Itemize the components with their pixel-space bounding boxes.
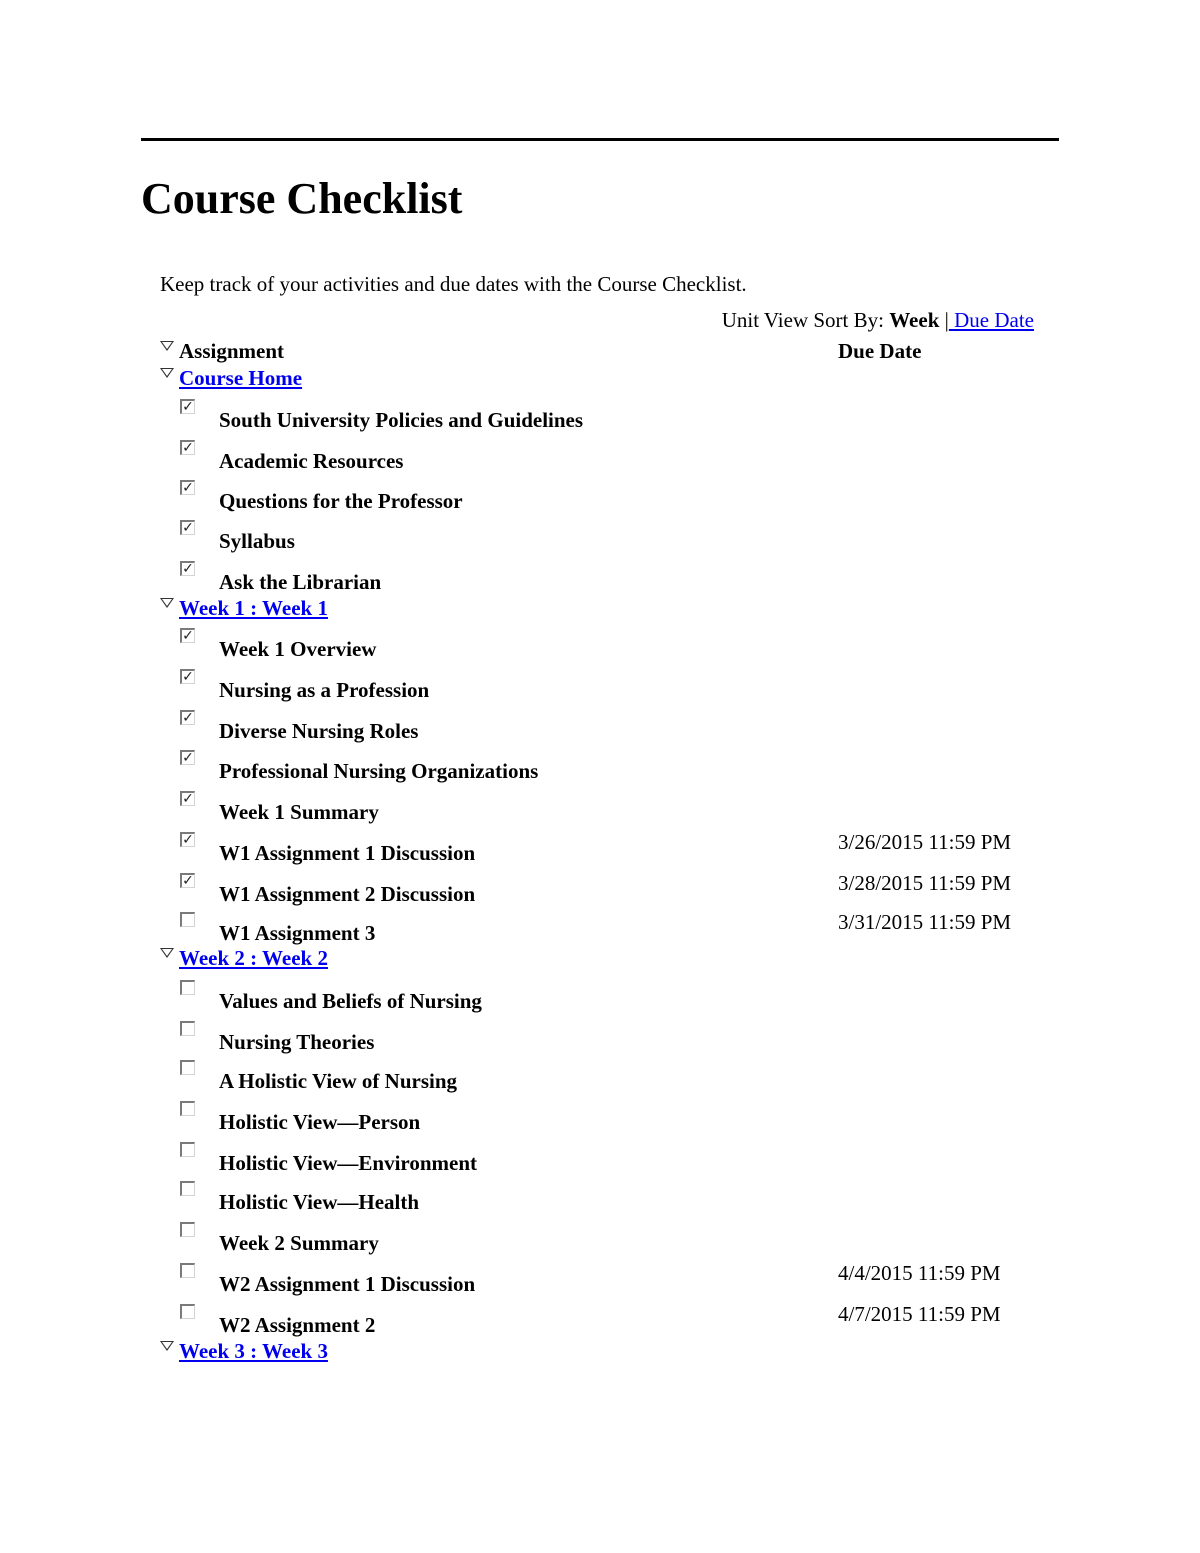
checklist-item xyxy=(0,399,1200,439)
item-checkbox-checked[interactable]: ✓ xyxy=(180,440,195,455)
checklist-item xyxy=(0,832,1200,872)
checklist-item xyxy=(0,480,1200,520)
item-label: W2 Assignment 2 xyxy=(219,1313,376,1337)
checklist-header xyxy=(160,337,1040,365)
checklist-item xyxy=(0,980,1200,1020)
section-link[interactable]: Week 2 : Week 2 xyxy=(179,946,328,970)
item-checkbox[interactable] xyxy=(180,1181,195,1196)
checklist-item xyxy=(0,1142,1200,1182)
checklist-item xyxy=(0,1263,1200,1303)
collapse-triangle-icon[interactable] xyxy=(160,1341,174,1351)
section-header[interactable] xyxy=(160,944,328,972)
checklist-item xyxy=(0,750,1200,790)
sort-due-date-link[interactable]: Due Date xyxy=(948,308,1034,332)
item-checkbox-checked[interactable]: ✓ xyxy=(180,873,195,888)
checklist-item xyxy=(0,520,1200,560)
checklist-item xyxy=(0,628,1200,668)
item-label: Diverse Nursing Roles xyxy=(219,719,419,743)
collapse-triangle-icon[interactable] xyxy=(160,948,174,958)
item-label: Week 1 Overview xyxy=(219,637,377,661)
item-label: Week 2 Summary xyxy=(219,1231,379,1255)
collapse-triangle-icon[interactable] xyxy=(160,598,174,608)
item-checkbox-checked[interactable]: ✓ xyxy=(180,480,195,495)
item-label: Holistic View—Person xyxy=(219,1110,421,1134)
sort-bar xyxy=(722,306,1034,334)
section-header[interactable] xyxy=(160,594,328,622)
item-label: Questions for the Professor xyxy=(219,489,463,513)
section-link[interactable]: Week 1 : Week 1 xyxy=(179,596,328,620)
item-due-date: 3/31/2015 11:59 PM xyxy=(838,910,1012,934)
item-checkbox-checked[interactable]: ✓ xyxy=(180,791,195,806)
top-rule xyxy=(141,138,1059,141)
sort-separator: | xyxy=(944,308,949,332)
item-label: Holistic View—Environment xyxy=(219,1151,478,1175)
checklist-item xyxy=(0,440,1200,480)
item-label: W2 Assignment 1 Discussion xyxy=(219,1272,476,1296)
due-date-column-header: Due Date xyxy=(838,339,922,363)
checklist-item xyxy=(0,1222,1200,1262)
item-label: W1 Assignment 2 Discussion xyxy=(219,882,476,906)
checklist-item xyxy=(0,873,1200,913)
section-header[interactable] xyxy=(160,364,302,392)
checklist-item xyxy=(0,710,1200,750)
item-checkbox-checked[interactable]: ✓ xyxy=(180,832,195,847)
item-checkbox-checked[interactable]: ✓ xyxy=(180,628,195,643)
item-label: Week 1 Summary xyxy=(219,800,379,824)
item-checkbox-checked[interactable]: ✓ xyxy=(180,669,195,684)
assignment-column-label: Assignment xyxy=(179,339,285,363)
item-label: W1 Assignment 1 Discussion xyxy=(219,841,476,865)
item-label: A Holistic View of Nursing xyxy=(219,1069,458,1093)
item-due-date: 4/7/2015 11:59 PM xyxy=(838,1302,1001,1326)
item-due-date: 3/26/2015 11:59 PM xyxy=(838,830,1012,854)
item-checkbox-checked[interactable]: ✓ xyxy=(180,520,195,535)
item-checkbox-checked[interactable]: ✓ xyxy=(180,710,195,725)
section-link[interactable]: Course Home xyxy=(179,366,303,390)
checklist-item xyxy=(0,1101,1200,1141)
item-label: Academic Resources xyxy=(219,449,404,473)
item-label: Nursing as a Profession xyxy=(219,678,430,702)
item-label: Syllabus xyxy=(219,529,295,553)
item-label: Holistic View—Health xyxy=(219,1190,420,1214)
section-header[interactable] xyxy=(160,1337,328,1365)
item-checkbox[interactable] xyxy=(180,1222,195,1237)
item-label: South University Policies and Guidelines xyxy=(219,408,584,432)
item-label: Values and Beliefs of Nursing xyxy=(219,989,482,1013)
item-checkbox-checked[interactable]: ✓ xyxy=(180,399,195,414)
checklist-item xyxy=(0,1060,1200,1100)
item-checkbox[interactable] xyxy=(180,1263,195,1278)
page-title: Course Checklist xyxy=(141,174,463,223)
collapse-all-icon[interactable] xyxy=(160,341,174,351)
assignment-column-header[interactable] xyxy=(160,337,284,365)
sort-prefix: Unit View Sort By: xyxy=(721,308,884,332)
item-checkbox[interactable] xyxy=(180,1304,195,1319)
item-checkbox-checked[interactable]: ✓ xyxy=(180,561,195,576)
item-checkbox[interactable] xyxy=(180,1060,195,1075)
item-due-date: 4/4/2015 11:59 PM xyxy=(838,1261,1001,1285)
checklist-item xyxy=(0,1021,1200,1061)
collapse-triangle-icon[interactable] xyxy=(160,368,174,378)
checklist-item xyxy=(0,1181,1200,1221)
item-checkbox-checked[interactable]: ✓ xyxy=(180,750,195,765)
item-label: Ask the Librarian xyxy=(219,570,382,594)
item-checkbox[interactable] xyxy=(180,980,195,995)
item-checkbox[interactable] xyxy=(180,912,195,927)
intro-text: Keep track of your activities and due dates with the Course Checklist. xyxy=(160,272,747,296)
item-label: W1 Assignment 3 xyxy=(219,921,376,945)
item-label: Professional Nursing Organizations xyxy=(219,759,539,783)
section-link[interactable]: Week 3 : Week 3 xyxy=(179,1339,328,1363)
sort-current-week: Week xyxy=(889,308,940,332)
checklist-item xyxy=(0,669,1200,709)
item-checkbox[interactable] xyxy=(180,1021,195,1036)
checklist-item xyxy=(0,791,1200,831)
item-due-date: 3/28/2015 11:59 PM xyxy=(838,871,1012,895)
item-label: Nursing Theories xyxy=(219,1030,375,1054)
item-checkbox[interactable] xyxy=(180,1101,195,1116)
item-checkbox[interactable] xyxy=(180,1142,195,1157)
